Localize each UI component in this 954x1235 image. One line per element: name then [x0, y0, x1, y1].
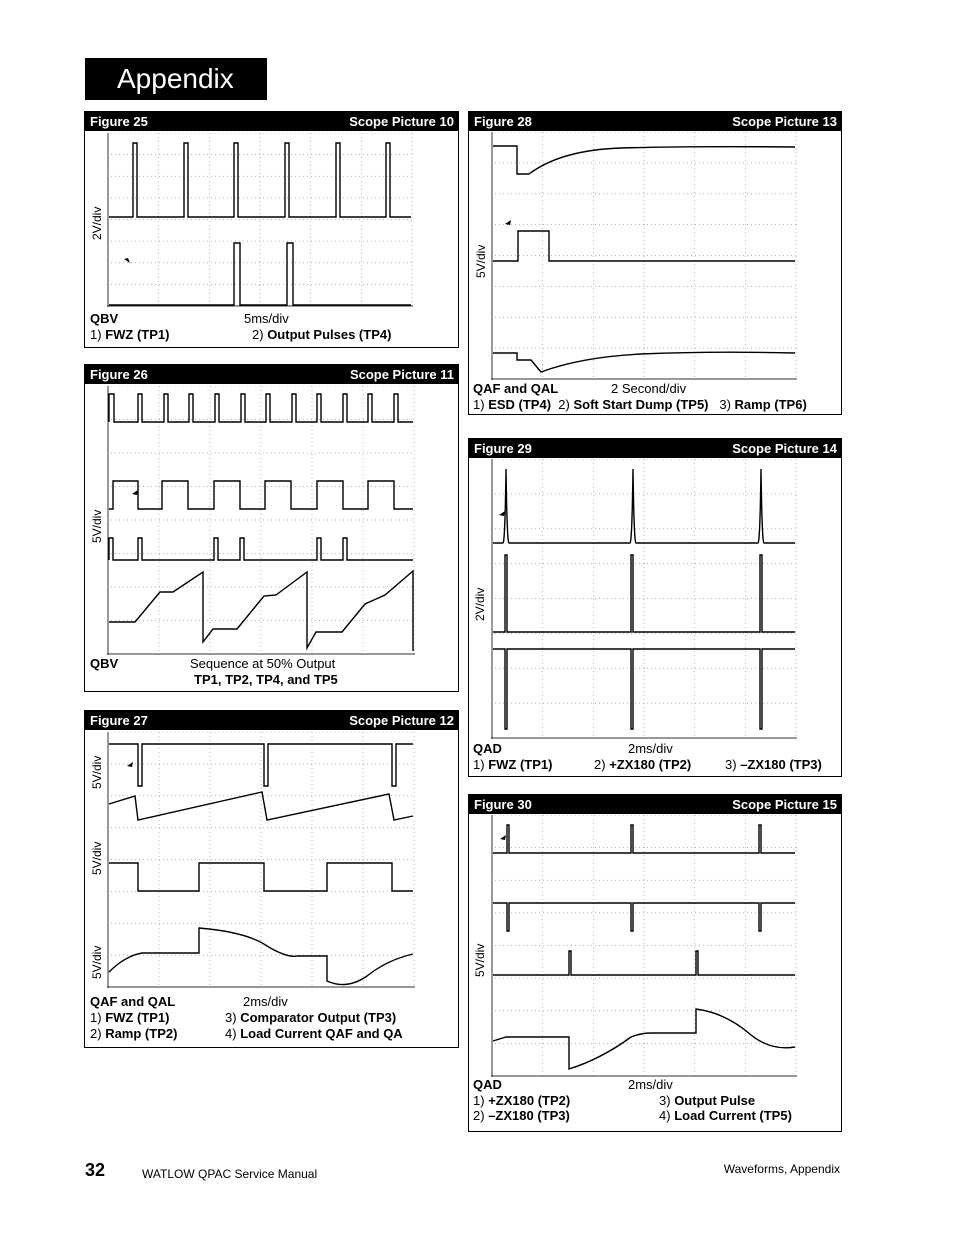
vertical-scale: 2V/div	[473, 587, 487, 621]
caption-line-2	[473, 1093, 570, 1109]
timebase-label: 2ms/div	[243, 994, 288, 1009]
timebase-label: 2 Second/div	[611, 381, 687, 396]
caption-line-2b	[225, 1010, 396, 1026]
vertical-scale-1: 5V/div	[90, 755, 104, 789]
trace-number: 4)	[225, 1026, 237, 1041]
trigger-marker-icon	[124, 258, 130, 263]
trace-number: 2)	[252, 327, 264, 342]
timebase-label: 5ms/div	[244, 311, 289, 326]
caption-line-3	[473, 1108, 570, 1124]
caption-line-2b	[252, 327, 391, 343]
trace-number: 1)	[473, 757, 485, 772]
caption-line-3	[90, 1026, 177, 1042]
figure-28	[468, 111, 842, 415]
trace-name: Ramp (TP6)	[734, 397, 807, 412]
scope-picture-label: Scope Picture 10	[349, 114, 454, 129]
timebase-label: 2ms/div	[628, 1077, 673, 1092]
model-label: QAD	[473, 1077, 502, 1092]
trace-name: FWZ (TP1)	[488, 757, 553, 772]
trace-name: FWZ (TP1)	[105, 1010, 170, 1025]
footer-manual-title: WATLOW QPAC Service Manual	[142, 1167, 318, 1181]
trace-number: 2)	[473, 1108, 485, 1123]
trace-number: 3)	[725, 757, 737, 772]
figure-27	[84, 710, 459, 1048]
figure-header	[85, 112, 458, 131]
caption-line-1	[473, 381, 558, 397]
oscilloscope-trace	[491, 459, 797, 739]
trace-number: 4)	[659, 1108, 671, 1123]
caption-line-2b	[659, 1093, 755, 1109]
caption-line-2	[473, 397, 807, 413]
caption-line-2	[90, 327, 169, 343]
trace-number: 1)	[90, 327, 102, 342]
scope-picture-label: Scope Picture 15	[732, 797, 837, 812]
trace-name: +ZX180 (TP2)	[609, 757, 692, 772]
vertical-scale: 5V/div	[90, 509, 104, 543]
figure-header	[85, 365, 458, 384]
model-label: QBV	[90, 656, 119, 671]
trace-name: FWZ (TP1)	[105, 327, 170, 342]
oscilloscope-trace	[491, 132, 797, 380]
trace-name: Load Current QAF and QA	[240, 1026, 403, 1041]
caption-line-1	[90, 311, 118, 327]
page-number: 32	[85, 1160, 106, 1180]
figure-number: Figure 30	[474, 797, 532, 812]
model-label: QAD	[473, 741, 502, 756]
trace-number: 1)	[473, 1093, 485, 1108]
trace-tp4	[109, 538, 413, 560]
figure-header	[469, 439, 841, 458]
timebase-label: 2ms/div	[628, 741, 673, 756]
figure-30	[468, 794, 842, 1132]
caption-line-2c	[725, 757, 822, 773]
scope-grid	[491, 459, 797, 739]
trace-number: 2)	[90, 1026, 102, 1041]
trace-name: –ZX180 (TP3)	[488, 1108, 570, 1123]
trigger-marker-icon	[127, 762, 133, 767]
trigger-marker-icon	[505, 220, 511, 225]
caption-line-1	[473, 1077, 502, 1093]
trace-number: 3)	[225, 1010, 237, 1025]
figure-header	[469, 112, 841, 131]
trace-number: 1)	[90, 1010, 102, 1025]
scope-grid	[107, 732, 415, 988]
caption-line-3b	[225, 1026, 403, 1042]
scope-grid	[107, 386, 415, 655]
trace-name: ESD (TP4)	[488, 397, 552, 412]
trace-number: 3)	[659, 1093, 671, 1108]
test-points-label: TP1, TP2, TP4, and TP5	[194, 672, 338, 687]
figure-25	[84, 111, 459, 348]
trace-name: Ramp (TP2)	[105, 1026, 178, 1041]
trace-ramp	[493, 352, 795, 372]
trigger-marker-icon	[132, 490, 138, 495]
trace-name: Output Pulse	[674, 1093, 756, 1108]
caption-line-2	[90, 1010, 169, 1026]
figure-26	[84, 364, 459, 692]
figure-number: Figure 27	[90, 713, 148, 728]
figure-number: Figure 26	[90, 367, 148, 382]
trace-number: 3)	[719, 397, 731, 412]
scope-grid	[107, 133, 413, 307]
scope-picture-label: Scope Picture 12	[349, 713, 454, 728]
trace-name: –ZX180 (TP3)	[740, 757, 822, 772]
trigger-marker-icon	[499, 511, 505, 516]
figure-header	[469, 795, 841, 814]
oscilloscope-trace	[107, 732, 415, 988]
trace-number: 1)	[473, 397, 485, 412]
trace-name: Load Current (TP5)	[674, 1108, 792, 1123]
trace-number: 2)	[558, 397, 570, 412]
footer-section: Waveforms, Appendix	[723, 1162, 840, 1176]
figure-number: Figure 25	[90, 114, 148, 129]
model-label: QAF and QAL	[473, 381, 559, 396]
model-label: QBV	[90, 311, 119, 326]
oscilloscope-trace	[491, 815, 797, 1077]
figure-number: Figure 29	[474, 441, 532, 456]
caption-line-2b	[594, 757, 691, 773]
figure-number: Figure 28	[474, 114, 532, 129]
oscilloscope-trace	[107, 386, 415, 655]
caption-line-1	[90, 994, 175, 1010]
caption-line-3b	[659, 1108, 792, 1124]
vertical-scale: 2V/div	[90, 206, 104, 240]
model-label: QAF and QAL	[90, 994, 176, 1009]
trace-minus-zx180	[493, 649, 795, 729]
vertical-scale-2: 5V/div	[90, 841, 104, 875]
trace-name: Comparator Output (TP3)	[240, 1010, 397, 1025]
vertical-scale: 5V/div	[473, 943, 487, 977]
section-title: Appendix	[85, 58, 267, 100]
trace-name: Soft Start Dump (TP5)	[573, 397, 709, 412]
trigger-marker-icon	[500, 835, 506, 840]
trace-number: 2)	[594, 757, 606, 772]
vertical-scale: 5V/div	[474, 244, 488, 278]
scope-picture-label: Scope Picture 11	[349, 367, 454, 382]
caption-line-1	[473, 741, 502, 757]
oscilloscope-trace	[107, 133, 413, 307]
sequence-label: Sequence at 50% Output	[190, 656, 336, 671]
scope-picture-label: Scope Picture 13	[732, 114, 837, 129]
scope-picture-label: Scope Picture 14	[732, 441, 837, 456]
caption-line-1	[90, 656, 118, 672]
trace-name: +ZX180 (TP2)	[488, 1093, 571, 1108]
vertical-scale-3: 5V/div	[90, 945, 104, 979]
figure-29	[468, 438, 842, 777]
trace-name: Output Pulses (TP4)	[267, 327, 392, 342]
caption-line-2	[473, 757, 552, 773]
figure-header	[85, 711, 458, 730]
trace-plus-zx180	[493, 555, 795, 632]
